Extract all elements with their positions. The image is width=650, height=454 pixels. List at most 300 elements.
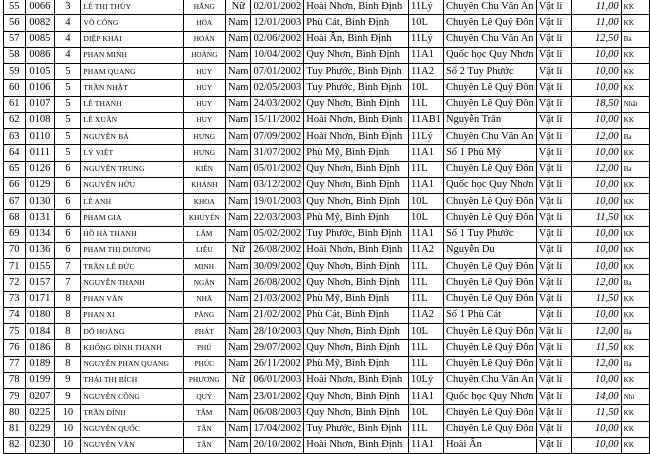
school-cell: Hoài Ân <box>443 437 536 453</box>
room-number-cell: 9 <box>55 389 81 405</box>
award-cell: KK <box>621 194 649 210</box>
class-cell: 11L <box>409 161 444 177</box>
class-cell: 10L <box>409 210 444 226</box>
room-number-cell: 5 <box>55 64 81 80</box>
birth-date-cell: 03/12/2002 <box>251 177 304 193</box>
subject-cell: Vật lí <box>536 194 571 210</box>
subject-cell: Vật lí <box>536 405 571 421</box>
table-row <box>4 226 650 242</box>
birth-date-cell: 10/04/2002 <box>251 47 304 63</box>
room-number-cell: 4 <box>55 47 81 63</box>
gender-cell: Nam <box>226 405 251 421</box>
gender-cell: Nam <box>226 340 251 356</box>
school-cell: Chuyên Lê Quý Đôn <box>443 80 536 96</box>
candidate-number-cell: 0086 <box>25 47 55 63</box>
candidate-number-cell: 0189 <box>25 356 55 372</box>
score-cell: 10,00 <box>572 307 621 323</box>
award-cell: KK <box>621 47 649 63</box>
table-row <box>4 421 650 437</box>
birth-date-cell: 07/09/2002 <box>251 129 304 145</box>
score-cell: 10,00 <box>572 80 621 96</box>
school-cell: Chuyên Lê Quý Đôn <box>443 259 536 275</box>
table-row <box>4 112 650 128</box>
birthplace-cell: Quy Nhơn, Bình Định <box>304 259 409 275</box>
surname-cell: LÊ ANH <box>81 194 183 210</box>
room-number-cell: 6 <box>55 226 81 242</box>
surname-cell: PHAN VĂN <box>81 291 183 307</box>
candidate-number-cell: 0105 <box>25 64 55 80</box>
score-cell: 11,00 <box>572 15 621 31</box>
room-number-cell: 5 <box>55 129 81 145</box>
award-cell: Ba <box>621 31 649 47</box>
gender-cell: Nam <box>226 31 251 47</box>
birth-date-cell: 07/01/2002 <box>251 64 304 80</box>
candidate-number-cell: 0207 <box>25 389 55 405</box>
school-cell: Chuyên Lê Quý Đôn <box>443 161 536 177</box>
birth-date-cell: 12/01/2003 <box>251 15 304 31</box>
birthplace-cell: Phù Cát, Bình Định <box>304 15 409 31</box>
award-cell: KK <box>621 0 649 15</box>
surname-cell: PHAN MINH <box>81 47 183 63</box>
score-cell: 10,00 <box>572 194 621 210</box>
given-name-cell: HOÀN <box>183 31 225 47</box>
surname-cell: NGUYỄN CÔNG <box>81 389 183 405</box>
birthplace-cell: Phù Mỹ, Bình Định <box>304 291 409 307</box>
school-cell: Chuyên Chu Văn An <box>443 129 536 145</box>
row-number-cell: 81 <box>4 421 26 437</box>
given-name-cell: HÒA <box>183 15 225 31</box>
school-cell: Chuyên Lê Quý Đôn <box>443 356 536 372</box>
row-number-cell: 70 <box>4 242 26 258</box>
surname-cell: PHẠM QUANG <box>81 64 183 80</box>
room-number-cell: 5 <box>55 145 81 161</box>
gender-cell: Nam <box>226 307 251 323</box>
row-number-cell: 68 <box>4 210 26 226</box>
birthplace-cell: Quy Nhơn, Bình Định <box>304 47 409 63</box>
subject-cell: Vật lí <box>536 129 571 145</box>
row-number-cell: 80 <box>4 405 26 421</box>
birth-date-cell: 26/11/2002 <box>251 356 304 372</box>
surname-cell: NGUYỄN VĂN <box>81 437 183 453</box>
score-cell: 10,00 <box>572 421 621 437</box>
table-row <box>4 275 650 291</box>
room-number-cell: 8 <box>55 324 81 340</box>
gender-cell: Nam <box>226 112 251 128</box>
surname-cell: LÊ THANH <box>81 96 183 112</box>
given-name-cell: HẰNG <box>183 0 225 15</box>
table-row <box>4 405 650 421</box>
birth-date-cell: 31/07/2002 <box>251 145 304 161</box>
given-name-cell: TÂN <box>183 421 225 437</box>
subject-cell: Vật lí <box>536 421 571 437</box>
award-cell: KK <box>621 307 649 323</box>
gender-cell: Nam <box>226 324 251 340</box>
surname-cell: THÁI THỊ BÍCH <box>81 372 183 388</box>
gender-cell: Nam <box>226 47 251 63</box>
score-cell: 11,50 <box>572 291 621 307</box>
given-name-cell: NGÂN <box>183 275 225 291</box>
school-cell: Chuyên Lê Quý Đôn <box>443 96 536 112</box>
award-cell: KK <box>621 340 649 356</box>
given-name-cell: PHƯƠNG <box>183 372 225 388</box>
given-name-cell: HUY <box>183 112 225 128</box>
score-cell: 11,50 <box>572 340 621 356</box>
gender-cell: Nữ <box>226 372 251 388</box>
birth-date-cell: 19/01/2003 <box>251 194 304 210</box>
score-cell: 11,00 <box>572 0 621 15</box>
row-number-cell: 61 <box>4 96 26 112</box>
room-number-cell: 8 <box>55 356 81 372</box>
surname-cell: NGUYỄN TRUNG <box>81 161 183 177</box>
given-name-cell: MINH <box>183 259 225 275</box>
subject-cell: Vật lí <box>536 437 571 453</box>
birthplace-cell: Hoài Nhơn, Bình Định <box>304 0 409 15</box>
birthplace-cell: Hoài Nhơn, Bình Định <box>304 372 409 388</box>
row-number-cell: 69 <box>4 226 26 242</box>
room-number-cell: 7 <box>55 259 81 275</box>
given-name-cell: TÂN <box>183 437 225 453</box>
given-name-cell: LÂM <box>183 226 225 242</box>
birthplace-cell: Tuy Phước, Bình Định <box>304 421 409 437</box>
given-name-cell: HUY <box>183 80 225 96</box>
row-number-cell: 62 <box>4 112 26 128</box>
row-number-cell: 55 <box>4 0 26 15</box>
given-name-cell: LIỄU <box>183 242 225 258</box>
birth-date-cell: 23/01/2002 <box>251 389 304 405</box>
room-number-cell: 6 <box>55 242 81 258</box>
table-row <box>4 242 650 258</box>
award-cell: KK <box>621 177 649 193</box>
school-cell: Số 1 Phù Cát <box>443 307 536 323</box>
gender-cell: Nữ <box>226 0 251 15</box>
surname-cell: LÝ VIỆT <box>81 145 183 161</box>
candidate-number-cell: 0106 <box>25 80 55 96</box>
school-cell: Chuyên Chu Văn An <box>443 372 536 388</box>
subject-cell: Vật lí <box>536 307 571 323</box>
score-cell: 14,00 <box>572 389 621 405</box>
row-number-cell: 75 <box>4 324 26 340</box>
room-number-cell: 6 <box>55 210 81 226</box>
candidate-number-cell: 0111 <box>25 145 55 161</box>
subject-cell: Vật lí <box>536 210 571 226</box>
birth-date-cell: 28/10/2003 <box>251 324 304 340</box>
row-number-cell: 78 <box>4 372 26 388</box>
subject-cell: Vật lí <box>536 80 571 96</box>
class-cell: 11A2 <box>409 307 444 323</box>
room-number-cell: 8 <box>55 307 81 323</box>
birthplace-cell: Quy Nhơn, Bình Định <box>304 324 409 340</box>
room-number-cell: 9 <box>55 372 81 388</box>
table-row <box>4 129 650 145</box>
given-name-cell: KHÁNH <box>183 177 225 193</box>
class-cell: 10L <box>409 80 444 96</box>
award-cell: KK <box>621 242 649 258</box>
birthplace-cell: Quy Nhơn, Bình Định <box>304 96 409 112</box>
school-cell: Chuyên Lê Quý Đôn <box>443 210 536 226</box>
room-number-cell: 6 <box>55 177 81 193</box>
gender-cell: Nam <box>226 80 251 96</box>
table-row <box>4 340 650 356</box>
gender-cell: Nam <box>226 389 251 405</box>
birthplace-cell: Hoài Nhơn, Bình Định <box>304 437 409 453</box>
candidate-number-cell: 0157 <box>25 275 55 291</box>
candidate-number-cell: 0155 <box>25 259 55 275</box>
table-row <box>4 356 650 372</box>
school-cell: Số 1 Phù Mỹ <box>443 145 536 161</box>
birth-date-cell: 30/09/2002 <box>251 259 304 275</box>
candidate-number-cell: 0225 <box>25 405 55 421</box>
gender-cell: Nam <box>226 64 251 80</box>
given-name-cell: HUY <box>183 96 225 112</box>
gender-cell: Nam <box>226 226 251 242</box>
school-cell: Chuyên Lê Quý Đôn <box>443 194 536 210</box>
room-number-cell: 4 <box>55 31 81 47</box>
subject-cell: Vật lí <box>536 145 571 161</box>
gender-cell: Nam <box>226 259 251 275</box>
subject-cell: Vật lí <box>536 242 571 258</box>
birth-date-cell: 05/01/2002 <box>251 161 304 177</box>
surname-cell: TRẦN LÊ ĐỨC <box>81 259 183 275</box>
school-cell: Quốc học Quy Nhơn <box>443 47 536 63</box>
award-cell: Ba <box>621 161 649 177</box>
birth-date-cell: 21/02/2002 <box>251 307 304 323</box>
table-row <box>4 259 650 275</box>
surname-cell: NGUYỄN QUỐC <box>81 421 183 437</box>
school-cell: Nguyễn Trân <box>443 112 536 128</box>
award-cell: KK <box>621 210 649 226</box>
school-cell: Chuyên Lê Quý Đôn <box>443 291 536 307</box>
birthplace-cell: Tuy Phước, Bình Định <box>304 80 409 96</box>
birthplace-cell: Quy Nhơn, Bình Định <box>304 405 409 421</box>
school-cell: Chuyên Lê Quý Đôn <box>443 421 536 437</box>
room-number-cell: 4 <box>55 15 81 31</box>
award-cell: KK <box>621 291 649 307</box>
given-name-cell: HUY <box>183 64 225 80</box>
birthplace-cell: Quy Nhơn, Bình Định <box>304 340 409 356</box>
award-cell: KK <box>621 145 649 161</box>
school-cell: Quốc học Quy Nhơn <box>443 389 536 405</box>
subject-cell: Vật lí <box>536 324 571 340</box>
room-number-cell: 5 <box>55 96 81 112</box>
candidate-number-cell: 0180 <box>25 307 55 323</box>
school-cell: Chuyên Lê Quý Đôn <box>443 405 536 421</box>
school-cell: Quốc học Quy Nhơn <box>443 177 536 193</box>
birth-date-cell: 24/03/2002 <box>251 96 304 112</box>
row-number-cell: 56 <box>4 15 26 31</box>
table-row <box>4 96 650 112</box>
room-number-cell: 10 <box>55 421 81 437</box>
score-cell: 12,00 <box>572 356 621 372</box>
room-number-cell: 8 <box>55 340 81 356</box>
school-cell: Chuyên Chu Văn An <box>443 31 536 47</box>
birth-date-cell: 02/01/2002 <box>251 0 304 15</box>
school-cell: Chuyên Lê Quý Đôn <box>443 340 536 356</box>
score-cell: 12,00 <box>572 129 621 145</box>
score-cell: 10,00 <box>572 259 621 275</box>
school-cell: Chuyên Chu Văn An <box>443 0 536 15</box>
surname-cell: TRẦN NHẬT <box>81 80 183 96</box>
table-row <box>4 177 650 193</box>
room-number-cell: 6 <box>55 161 81 177</box>
score-cell: 10,00 <box>572 226 621 242</box>
class-cell: 10L <box>409 405 444 421</box>
school-cell: Chuyên Lê Quý Đôn <box>443 275 536 291</box>
award-cell: KK <box>621 64 649 80</box>
class-cell: 11A1 <box>409 145 444 161</box>
given-name-cell: PĂNG <box>183 307 225 323</box>
table-row <box>4 324 650 340</box>
score-cell: 10,00 <box>572 145 621 161</box>
gender-cell: Nam <box>226 291 251 307</box>
row-number-cell: 57 <box>4 31 26 47</box>
gender-cell: Nam <box>226 145 251 161</box>
surname-cell: LÊ XUÂN <box>81 112 183 128</box>
candidate-number-cell: 0136 <box>25 242 55 258</box>
surname-cell: DIỆP KHẢI <box>81 31 183 47</box>
award-cell: Ba <box>621 129 649 145</box>
gender-cell: Nữ <box>226 242 251 258</box>
table-row <box>4 194 650 210</box>
room-number-cell: 7 <box>55 275 81 291</box>
candidate-number-cell: 0085 <box>25 31 55 47</box>
subject-cell: Vật lí <box>536 47 571 63</box>
birthplace-cell: Quy Nhơn, Bình Định <box>304 275 409 291</box>
birth-date-cell: 02/05/2003 <box>251 80 304 96</box>
candidate-number-cell: 0186 <box>25 340 55 356</box>
surname-cell: PHAN XI <box>81 307 183 323</box>
birthplace-cell: Phù Cát, Bình Định <box>304 307 409 323</box>
candidate-number-cell: 0129 <box>25 177 55 193</box>
class-cell: 11Lý <box>409 129 444 145</box>
given-name-cell: PHÚC <box>183 356 225 372</box>
subject-cell: Vật lí <box>536 226 571 242</box>
row-number-cell: 64 <box>4 145 26 161</box>
score-cell: 12,50 <box>572 31 621 47</box>
gender-cell: Nam <box>226 129 251 145</box>
award-cell: KK <box>621 15 649 31</box>
subject-cell: Vật lí <box>536 291 571 307</box>
row-number-cell: 74 <box>4 307 26 323</box>
row-number-cell: 73 <box>4 291 26 307</box>
table-row <box>4 145 650 161</box>
candidate-number-cell: 0130 <box>25 194 55 210</box>
award-cell: KK <box>621 226 649 242</box>
candidate-number-cell: 0171 <box>25 291 55 307</box>
results-table <box>3 0 650 454</box>
candidate-number-cell: 0131 <box>25 210 55 226</box>
table-row <box>4 64 650 80</box>
row-number-cell: 66 <box>4 177 26 193</box>
class-cell: 11L <box>409 259 444 275</box>
birthplace-cell: Hoài Nhơn, Bình Định <box>304 129 409 145</box>
row-number-cell: 60 <box>4 80 26 96</box>
class-cell: 11A2 <box>409 64 444 80</box>
table-row <box>4 372 650 388</box>
score-cell: 10,00 <box>572 372 621 388</box>
row-number-cell: 77 <box>4 356 26 372</box>
birth-date-cell: 15/11/2002 <box>251 112 304 128</box>
class-cell: 11A1 <box>409 177 444 193</box>
score-cell: 10,00 <box>572 177 621 193</box>
table-row <box>4 80 650 96</box>
candidate-number-cell: 0229 <box>25 421 55 437</box>
subject-cell: Vật lí <box>536 15 571 31</box>
score-cell: 11,50 <box>572 210 621 226</box>
score-cell: 10,00 <box>572 47 621 63</box>
given-name-cell: KHOA <box>183 194 225 210</box>
class-cell: 11L <box>409 356 444 372</box>
gender-cell: Nam <box>226 161 251 177</box>
surname-cell: ĐỖ HOÀNG <box>81 324 183 340</box>
score-cell: 12,00 <box>572 324 621 340</box>
school-cell: Số 2 Tuy Phước <box>443 64 536 80</box>
subject-cell: Vật lí <box>536 161 571 177</box>
class-cell: 11Lý <box>409 0 444 15</box>
class-cell: 11L <box>409 275 444 291</box>
gender-cell: Nam <box>226 15 251 31</box>
row-number-cell: 79 <box>4 389 26 405</box>
score-cell: 18,50 <box>572 96 621 112</box>
score-cell: 12,00 <box>572 275 621 291</box>
birth-date-cell: 02/06/2002 <box>251 31 304 47</box>
candidate-number-cell: 0066 <box>25 0 55 15</box>
table-row <box>4 307 650 323</box>
award-cell: KK <box>621 421 649 437</box>
school-cell: Số 1 Tuy Phước <box>443 226 536 242</box>
room-number-cell: 5 <box>55 80 81 96</box>
surname-cell: LÊ THỊ THÚY <box>81 0 183 15</box>
row-number-cell: 59 <box>4 64 26 80</box>
gender-cell: Nam <box>226 96 251 112</box>
school-cell: Chuyên Lê Quý Đôn <box>443 15 536 31</box>
school-cell: Nguyễn Du <box>443 242 536 258</box>
birthplace-cell: Quy Nhơn, Bình Định <box>304 177 409 193</box>
birthplace-cell: Phù Mỹ, Bình Định <box>304 210 409 226</box>
given-name-cell: KIÊN <box>183 161 225 177</box>
candidate-number-cell: 0199 <box>25 372 55 388</box>
row-number-cell: 71 <box>4 259 26 275</box>
award-cell: Nhất <box>621 96 649 112</box>
class-cell: 11L <box>409 421 444 437</box>
subject-cell: Vật lí <box>536 177 571 193</box>
surname-cell: NGUYỄN HỮU <box>81 177 183 193</box>
table-row <box>4 0 650 15</box>
subject-cell: Vật lí <box>536 372 571 388</box>
birth-date-cell: 06/08/2003 <box>251 405 304 421</box>
surname-cell: HỒ HÀ THANH <box>81 226 183 242</box>
class-cell: 11A1 <box>409 226 444 242</box>
room-number-cell: 5 <box>55 112 81 128</box>
row-number-cell: 63 <box>4 129 26 145</box>
class-cell: 10L <box>409 194 444 210</box>
candidate-number-cell: 0230 <box>25 437 55 453</box>
row-number-cell: 76 <box>4 340 26 356</box>
award-cell: KK <box>621 372 649 388</box>
subject-cell: Vật lí <box>536 356 571 372</box>
row-number-cell: 67 <box>4 194 26 210</box>
given-name-cell: KHUYẾN <box>183 210 225 226</box>
birth-date-cell: 06/01/2003 <box>251 372 304 388</box>
class-cell: 11L <box>409 96 444 112</box>
birthplace-cell: Hoài Nhơn, Bình Định <box>304 112 409 128</box>
candidate-number-cell: 0108 <box>25 112 55 128</box>
class-cell: 10L <box>409 15 444 31</box>
award-cell: Ba <box>621 324 649 340</box>
given-name-cell: PHÚ <box>183 340 225 356</box>
score-cell: 10,00 <box>572 64 621 80</box>
row-number-cell: 58 <box>4 47 26 63</box>
surname-cell: NGUYỄN PHAN QUANG <box>81 356 183 372</box>
